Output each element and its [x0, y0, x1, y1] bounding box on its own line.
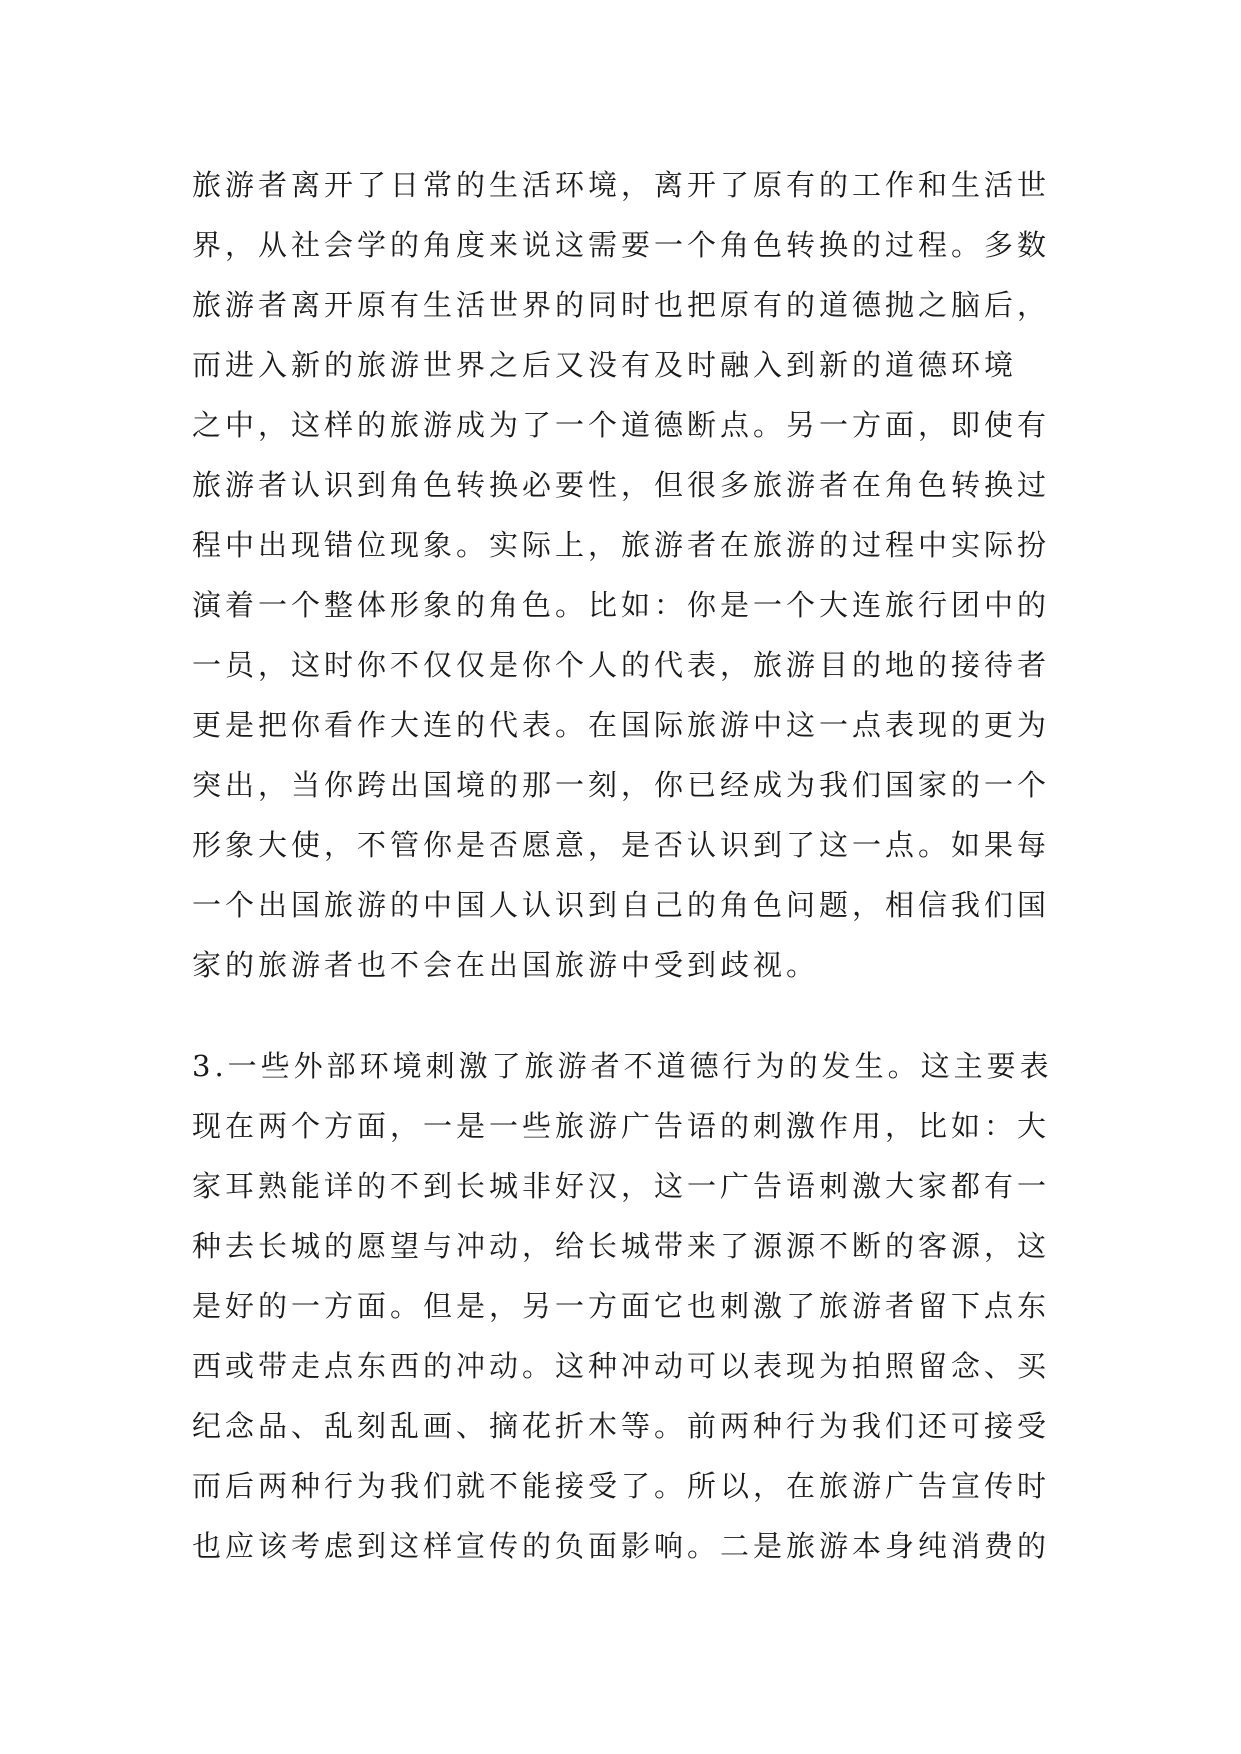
- text-line: 种去长城的愿望与冲动，给长城带来了源源不断的客源，这: [192, 1229, 1051, 1263]
- text-line: 是好的一方面。但是，另一方面它也刺激了旅游者留下点东: [192, 1289, 1051, 1323]
- text-line: 现在两个方面，一是一些旅游广告语的刺激作用，比如：大: [192, 1109, 1051, 1143]
- text-line: 一员，这时你不仅仅是你个人的代表，旅游目的地的接待者: [192, 648, 1051, 682]
- text-line: 界，从社会学的角度来说这需要一个角色转换的过程。多数: [192, 228, 1051, 262]
- text-line: 旅游者离开了日常的生活环境，离开了原有的工作和生活世: [192, 168, 1051, 202]
- text-line: 3.一些外部环境刺激了旅游者不道德行为的发生。这主要表: [192, 1049, 1053, 1083]
- text-line: 家的旅游者也不会在出国旅游中受到歧视。: [192, 948, 820, 982]
- text-line: 而进入新的旅游世界之后又没有及时融入到新的道德环境: [192, 348, 1018, 382]
- text-line: 旅游者离开原有生活世界的同时也把原有的道德抛之脑后，: [192, 288, 1051, 322]
- text-line: 家耳熟能详的不到长城非好汉，这一广告语刺激大家都有一: [192, 1169, 1051, 1203]
- text-line: 西或带走点东西的冲动。这种冲动可以表现为拍照留念、买: [192, 1349, 1051, 1383]
- text-line: 纪念品、乱刻乱画、摘花折木等。前两种行为我们还可接受: [192, 1409, 1051, 1443]
- text-line: 一个出国旅游的中国人认识到自己的角色问题，相信我们国: [192, 888, 1051, 922]
- text-line: 旅游者认识到角色转换必要性，但很多旅游者在角色转换过: [192, 468, 1051, 502]
- text-line: 突出，当你跨出国境的那一刻，你已经成为我们国家的一个: [192, 768, 1051, 802]
- paragraph-role-transition: [192, 155, 1056, 995]
- text-line: 演着一个整体形象的角色。比如：你是一个大连旅行团中的: [192, 588, 1051, 622]
- text-line: 形象大使，不管你是否愿意，是否认识到了这一点。如果每: [192, 828, 1051, 862]
- text-line: 更是把你看作大连的代表。在国际旅游中这一点表现的更为: [192, 708, 1051, 742]
- text-line: 程中出现错位现象。实际上，旅游者在旅游的过程中实际扮: [192, 528, 1051, 562]
- text-line: 而后两种行为我们就不能接受了。所以，在旅游广告宣传时: [192, 1469, 1051, 1503]
- text-line: 之中，这样的旅游成为了一个道德断点。另一方面，即使有: [192, 408, 1051, 442]
- text-line: 也应该考虑到这样宣传的负面影响。二是旅游本身纯消费的: [192, 1529, 1051, 1563]
- paragraph-external-environment: [192, 1036, 1056, 1576]
